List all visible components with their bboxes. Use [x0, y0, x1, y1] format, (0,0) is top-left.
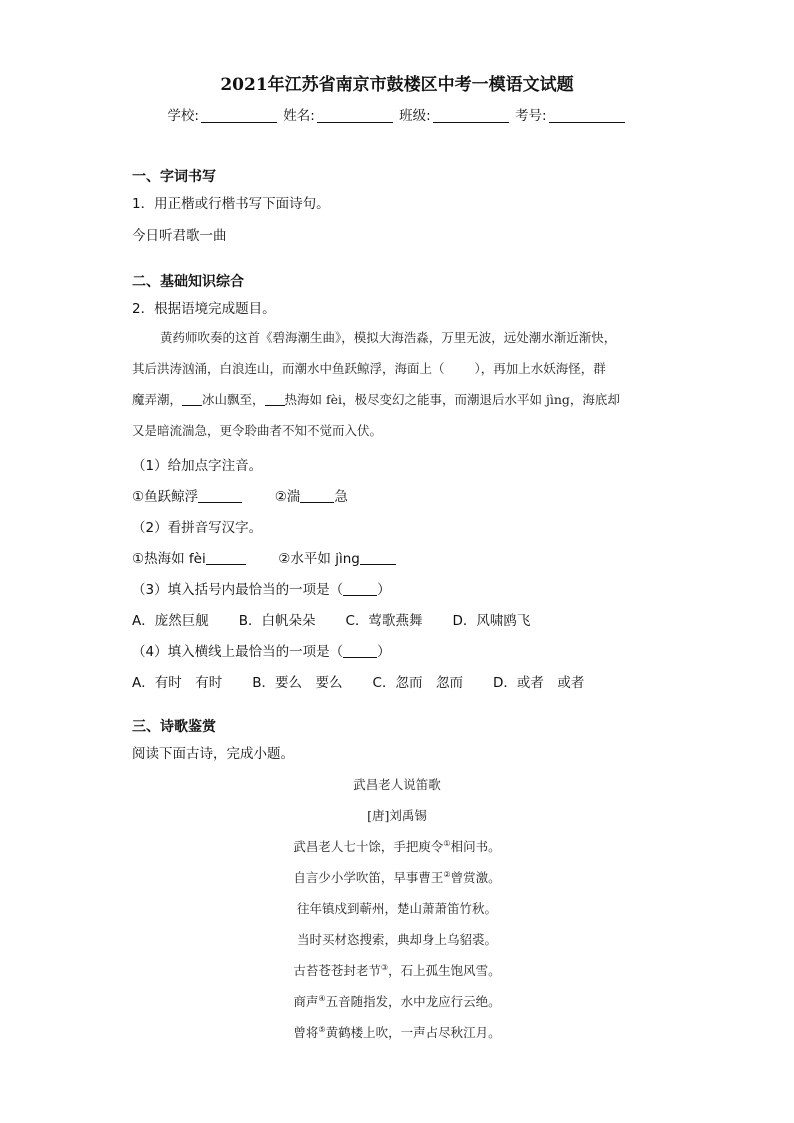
passage-text: 魔弄潮， [132, 392, 183, 407]
poem-line: 往年镇戍到蕲州，楚山萧萧笛竹秋。 [296, 901, 497, 916]
item-text: （4）填入横线上最恰当的一项是（ [132, 644, 344, 660]
footnote-mark: ① [443, 838, 451, 848]
sub-question-2: （2）看拼音写汉字。 [132, 520, 263, 536]
poem-text: 五音随指发，水中龙应行云绝。 [325, 994, 501, 1009]
passage-line [132, 390, 672, 408]
item-text: ①热海如 fèi [132, 551, 206, 567]
passage-line [132, 359, 672, 377]
poem-text: 曾赏激。 [450, 870, 501, 885]
poem-text: 曾将 [293, 1025, 319, 1040]
passage-text: 冰山飘至， [202, 392, 265, 407]
underline-blank [265, 392, 285, 406]
poem-author: [唐]刘禹锡 [367, 808, 427, 823]
footnote-mark: ② [443, 869, 451, 879]
option-d[interactable]: D．或者 或者 [492, 675, 585, 691]
poem-title: 武昌老人说笛歌 [353, 777, 441, 792]
question-2: 2．根据语境完成题目。 [132, 301, 276, 317]
passage-text: 其后洪涛汹涌，白浪连山，而潮水中鱼跃鲸浮，海面上（ [132, 361, 445, 376]
question-1: 1．用正楷或行楷书写下面诗句。 [132, 196, 330, 212]
item-text: ①鱼跃鲸浮 [132, 489, 199, 505]
sub-question-1: （1）给加点字注音。 [132, 458, 263, 474]
answer-blank[interactable] [360, 551, 396, 565]
answer-blank[interactable] [300, 489, 334, 503]
poem-text: 黄鹤楼上吹，一声占尽秋江月。 [325, 1025, 501, 1040]
poem-text: 武昌老人七十馀，手把庾令 [293, 839, 444, 854]
option-d[interactable]: D．风啸鸥飞 [452, 613, 531, 629]
option-c[interactable]: C．莺歌燕舞 [345, 613, 423, 629]
poem-text: 商声 [293, 994, 319, 1009]
sub-question-2-items [132, 547, 396, 567]
passage-line: 黄药师吹奏的这首《碧海潮生曲》，模拟大海浩淼，万里无波，远处潮水渐近渐快， [160, 330, 617, 345]
class-label: 班级: [399, 108, 431, 124]
answer-blank[interactable] [206, 551, 246, 565]
section-heading: 二、基础知识综合 [132, 274, 244, 290]
answer-blank[interactable] [343, 582, 377, 596]
passage-text: 热海如 fèi，极尽变幻之能事，而潮退后水平如 jìng，海底却 [284, 392, 620, 407]
footnote-mark: ⑤ [318, 1024, 326, 1034]
exam-number-blank[interactable] [549, 108, 625, 123]
student-info-line [0, 104, 794, 124]
item-text: ②水平如 jìng [278, 551, 360, 567]
poem-line [0, 961, 794, 979]
option-b[interactable]: B．白帆朵朵 [238, 613, 316, 629]
poem-text: 相问书。 [450, 839, 501, 854]
poem-intro: 阅读下面古诗，完成小题。 [132, 746, 294, 762]
passage-text: ），再加上水妖海怪，群 [474, 361, 606, 376]
option-a[interactable]: A．有时 有时 [132, 675, 223, 691]
name-blank[interactable] [317, 108, 393, 123]
option-c[interactable]: C．忽而 忽而 [372, 675, 463, 691]
options-4 [132, 671, 614, 691]
name-label: 姓名: [283, 108, 315, 124]
poem-text: 自言少小学吹笛，早事曹王 [293, 870, 444, 885]
poem-text: 古苔苍苍封老节 [293, 963, 381, 978]
passage-line: 又是暗流湍急，更令聆曲者不知不觉而入伏。 [132, 423, 383, 438]
item-text: ） [377, 644, 391, 660]
poem-line: 当时买材恣搜索，典却身上乌貂裘。 [296, 932, 497, 947]
class-blank[interactable] [433, 108, 509, 123]
section-heading: 三、诗歌鉴赏 [132, 719, 216, 735]
footnote-mark: ③ [380, 962, 389, 972]
options-3 [132, 609, 560, 629]
school-label: 学校: [167, 108, 199, 124]
poem-line [0, 992, 794, 1010]
sub-question-3 [132, 578, 391, 598]
footnote-mark: ④ [318, 993, 326, 1003]
verse-line: 今日听君歌一曲 [132, 228, 227, 244]
option-a[interactable]: A．庞然巨舰 [132, 613, 209, 629]
option-b[interactable]: B．要么 要么 [252, 675, 343, 691]
item-text: ②湍 [274, 489, 301, 505]
item-text: （3）填入括号内最恰当的一项是（ [132, 582, 344, 598]
school-blank[interactable] [201, 108, 277, 123]
underline-blank [182, 392, 202, 406]
item-text: 急 [334, 489, 348, 505]
poem-line [0, 868, 794, 886]
item-text: ） [377, 582, 391, 598]
poem-text: ，石上孤生饱风雪。 [388, 963, 501, 978]
answer-blank[interactable] [198, 489, 242, 503]
sub-question-4 [132, 640, 391, 660]
exam-number-label: 考号: [515, 108, 547, 124]
sub-question-1-items [132, 485, 348, 505]
answer-blank[interactable] [343, 644, 377, 658]
exam-title: 2021年江苏省南京市鼓楼区中考一模语文试题 [220, 75, 574, 95]
poem-line [0, 837, 794, 855]
section-heading: 一、字词书写 [132, 169, 216, 185]
poem-line [0, 1023, 794, 1041]
